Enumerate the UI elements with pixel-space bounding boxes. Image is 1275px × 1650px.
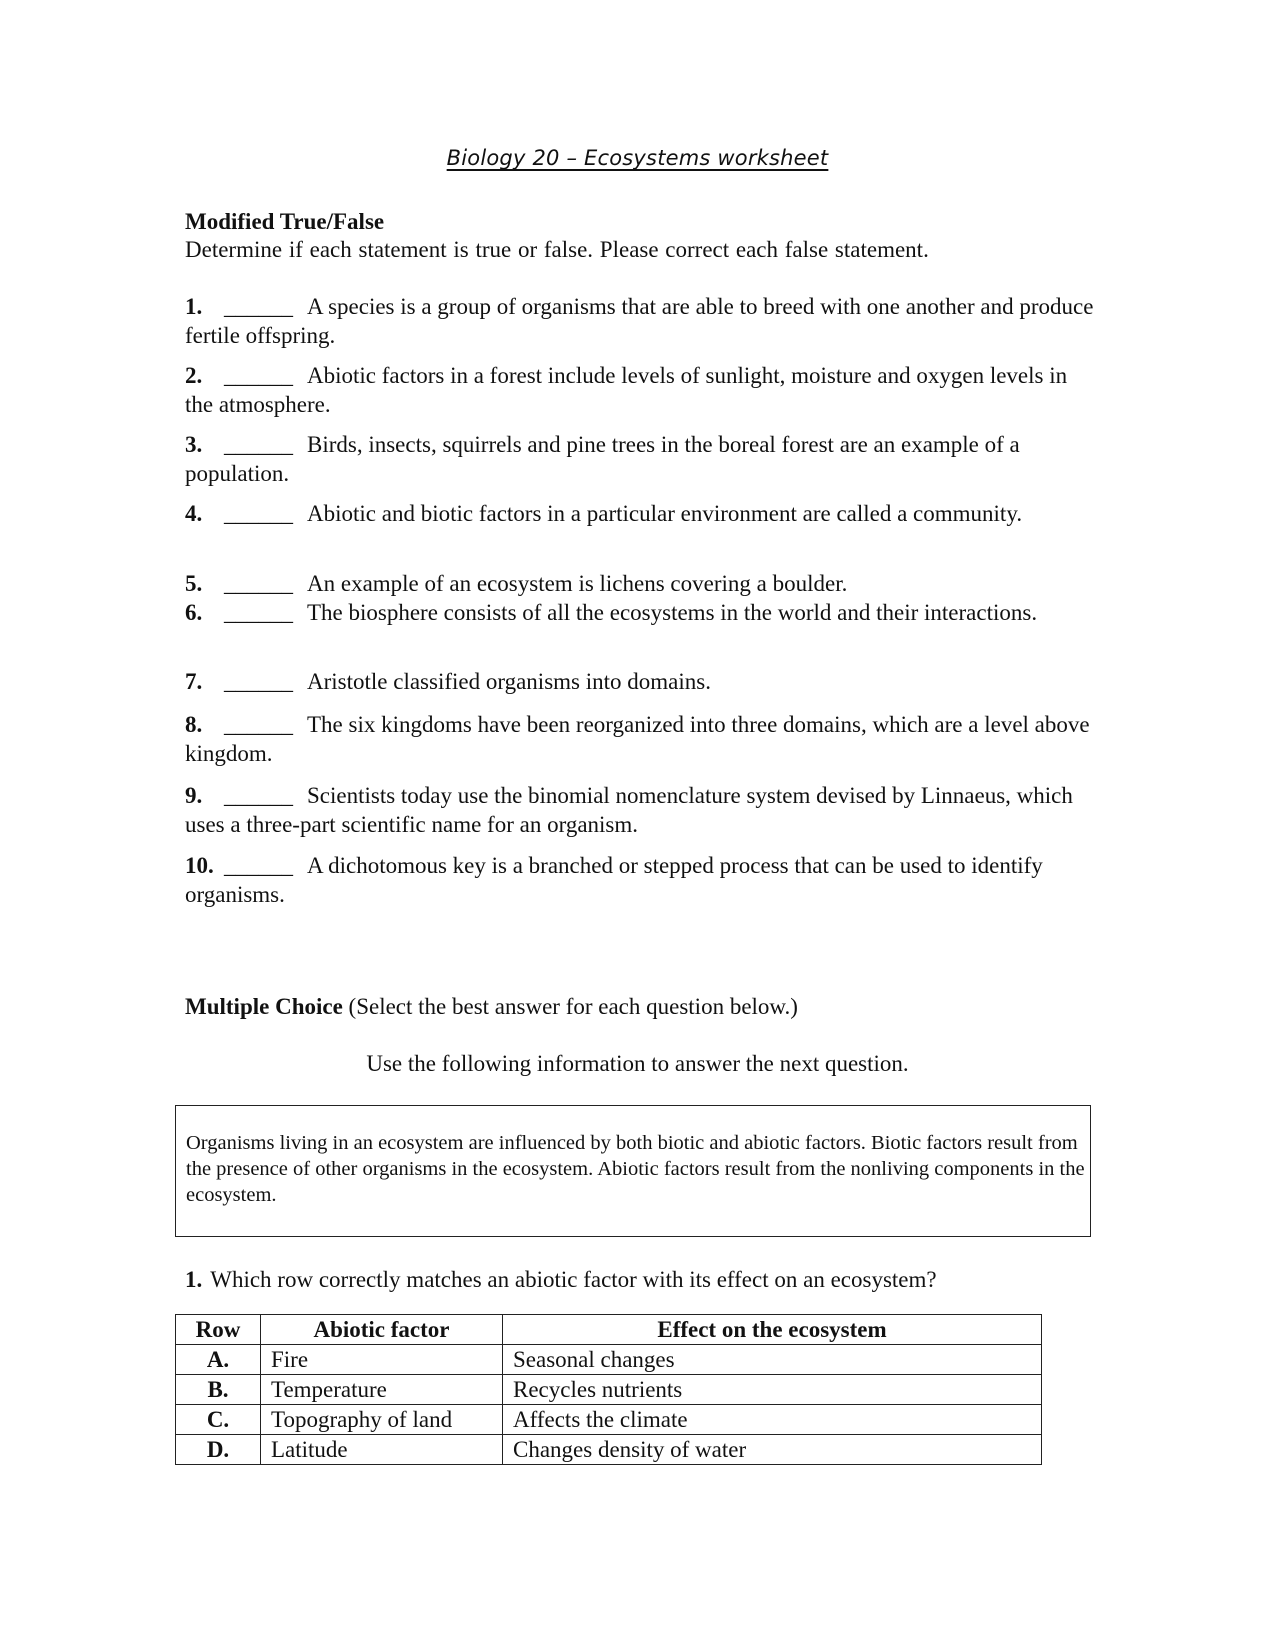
table-header-row bbox=[176, 1315, 1042, 1345]
row-label: B. bbox=[176, 1375, 261, 1405]
tf-item-number: 1. bbox=[185, 294, 203, 319]
tf-item-text: Abiotic factors in a forest include levels of sunlight, moisture and oxygen levels in the atmosphere. bbox=[185, 363, 1068, 417]
table-row bbox=[176, 1375, 1042, 1405]
tf-item-7 bbox=[185, 667, 1095, 696]
multiple-choice-note: (Select the best answer for each question below.) bbox=[342, 994, 798, 1019]
tf-item-4 bbox=[185, 499, 1095, 528]
tf-item-number: 4. bbox=[185, 501, 203, 526]
column-header-effect: Effect on the ecosystem bbox=[503, 1315, 1042, 1345]
answer-blank: ______ bbox=[224, 669, 293, 694]
tf-item-text: A species is a group of organisms that are able to breed with one another and produce fertile offspring. bbox=[185, 294, 1094, 348]
multiple-choice-label: Multiple Choice bbox=[185, 994, 343, 1019]
tf-item-text: A dichotomous key is a branched or stepped process that can be used to identify organisms. bbox=[185, 853, 1043, 907]
tf-item-number: 3. bbox=[185, 432, 203, 457]
tf-item-8 bbox=[185, 710, 1095, 768]
abiotic-factor-cell: Latitude bbox=[261, 1435, 503, 1465]
answer-table bbox=[175, 1314, 1042, 1465]
effect-cell: Affects the climate bbox=[503, 1405, 1042, 1435]
question-text: Which row correctly matches an abiotic factor with its effect on an ecosystem? bbox=[210, 1267, 937, 1292]
tf-item-number: 7. bbox=[185, 669, 203, 694]
tf-item-number: 8. bbox=[185, 712, 203, 737]
tf-item-2 bbox=[185, 361, 1095, 419]
tf-item-1 bbox=[185, 292, 1095, 350]
tf-item-text: The biosphere consists of all the ecosystems in the world and their interactions. bbox=[307, 600, 1038, 625]
column-header-abiotic-factor: Abiotic factor bbox=[261, 1315, 503, 1345]
tf-item-10 bbox=[185, 851, 1095, 909]
tf-item-number: 9. bbox=[185, 783, 203, 808]
tf-item-text: Scientists today use the binomial nomenclature system devised by Linnaeus, which uses a three-part scientific name for an organism. bbox=[185, 783, 1073, 837]
tf-item-text: Birds, insects, squirrels and pine trees in the boreal forest are an example of a population. bbox=[185, 432, 1020, 486]
effect-cell: Seasonal changes bbox=[503, 1345, 1042, 1375]
effect-cell: Changes density of water bbox=[503, 1435, 1042, 1465]
answer-blank: ______ bbox=[224, 501, 293, 526]
tf-item-5 bbox=[185, 569, 1095, 598]
info-box-text: Organisms living in an ecosystem are influenced by both biotic and abiotic factors. Biotic factors result from the presence of other organisms in the ecosystem. Abiotic factors result from the nonliving components in the ecosystem. bbox=[186, 1132, 1085, 1206]
tf-item-6 bbox=[185, 598, 1095, 627]
question-number: 1. bbox=[185, 1267, 203, 1292]
tf-item-text: Abiotic and biotic factors in a particular environment are called a community. bbox=[307, 501, 1023, 526]
answer-blank: ______ bbox=[224, 294, 293, 319]
info-box bbox=[175, 1105, 1091, 1237]
abiotic-factor-cell: Temperature bbox=[261, 1375, 503, 1405]
tf-item-text: Aristotle classified organisms into domains. bbox=[307, 669, 711, 694]
tf-item-number: 5. bbox=[185, 571, 203, 596]
table-row bbox=[176, 1405, 1042, 1435]
tf-item-3 bbox=[185, 430, 1095, 488]
answer-blank: ______ bbox=[224, 783, 293, 808]
answer-blank: ______ bbox=[224, 571, 293, 596]
answer-blank: ______ bbox=[224, 600, 293, 625]
use-info-instruction: Use the following information to answer the next question. bbox=[366, 1051, 909, 1076]
tf-item-text: An example of an ecosystem is lichens covering a boulder. bbox=[307, 571, 848, 596]
true-false-heading: Modified True/False bbox=[185, 209, 385, 234]
true-false-instructions: Determine if each statement is true or false. Please correct each false statement. bbox=[185, 237, 929, 262]
row-label: A. bbox=[176, 1345, 261, 1375]
row-label: D. bbox=[176, 1435, 261, 1465]
abiotic-factor-cell: Fire bbox=[261, 1345, 503, 1375]
column-header-row: Row bbox=[176, 1315, 261, 1345]
answer-blank: ______ bbox=[224, 853, 293, 878]
answer-blank: ______ bbox=[224, 432, 293, 457]
effect-cell: Recycles nutrients bbox=[503, 1375, 1042, 1405]
answer-blank: ______ bbox=[224, 712, 293, 737]
worksheet-title: Biology 20 – Ecosystems worksheet bbox=[446, 146, 829, 170]
tf-item-9 bbox=[185, 781, 1095, 839]
tf-item-text: The six kingdoms have been reorganized into three domains, which are a level above kingdom. bbox=[185, 712, 1090, 766]
tf-item-number: 2. bbox=[185, 363, 203, 388]
tf-item-number: 6. bbox=[185, 600, 203, 625]
multiple-choice-heading bbox=[185, 994, 798, 1020]
abiotic-factor-cell: Topography of land bbox=[261, 1405, 503, 1435]
table-row bbox=[176, 1345, 1042, 1375]
mc-question-1 bbox=[185, 1267, 937, 1293]
table-row bbox=[176, 1435, 1042, 1465]
answer-blank: ______ bbox=[224, 363, 293, 388]
row-label: C. bbox=[176, 1405, 261, 1435]
tf-item-number: 10. bbox=[185, 853, 214, 878]
